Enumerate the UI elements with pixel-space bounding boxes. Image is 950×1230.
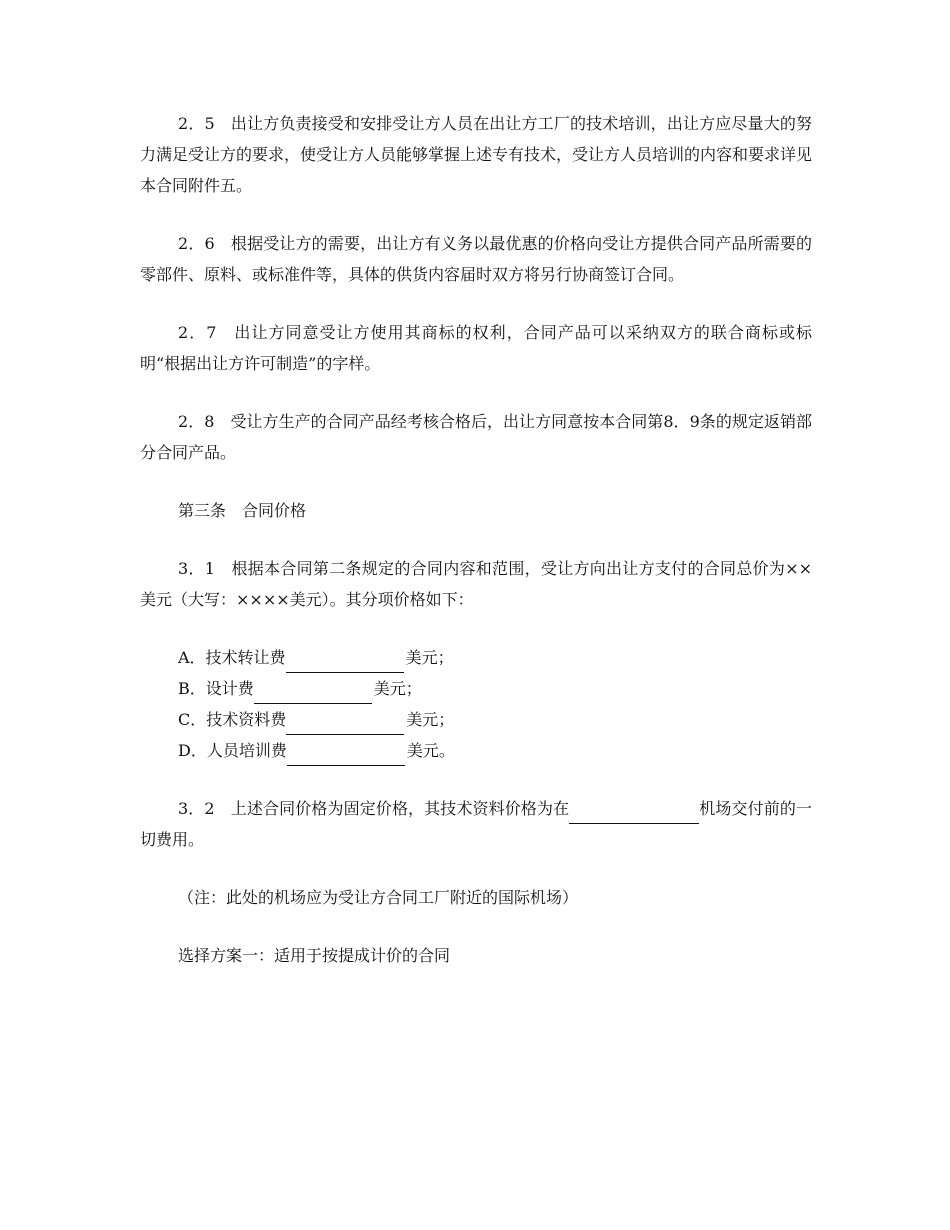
clause-2-5: 2．5 出让方负责接受和安排受让方人员在出让方工厂的技术培训，出让方应尽量大的努力满足受让方的要求，使受让方人员能够掌握上述专有技术，受让方人员培训的内容和要求详见本合同附件五。 <box>140 114 813 195</box>
price-item-design <box>140 673 812 704</box>
price-item-technical-documents <box>140 704 812 735</box>
price-item-unit: 美元； <box>373 679 422 698</box>
clause-3-2 <box>140 793 812 855</box>
blank-line <box>286 654 404 673</box>
blank-line <box>286 716 404 735</box>
clause-3-2-text-before: 3．2 上述合同价格为固定价格，其技术资料价格为在 <box>178 799 570 818</box>
price-item-unit: 美元； <box>405 648 454 667</box>
option-1-heading: 选择方案一：适用于按提成计价的合同 <box>178 946 451 965</box>
article-3-heading: 第三条 合同价格 <box>178 501 307 520</box>
clause-2-6: 2．6 根据受让方的需要，出让方有义务以最优惠的价格向受让方提供合同产品所需要的零部件、原料、或标准件等，具体的供货内容届时双方将另行协商签订合同。 <box>140 234 812 284</box>
document-page <box>140 108 812 998</box>
price-item-technology-transfer <box>140 642 812 673</box>
blank-line <box>569 805 699 824</box>
price-item-personnel-training <box>140 735 812 766</box>
clause-2-8: 2．8 受让方生产的合同产品经考核合格后，出让方同意按本合同第8．9条的规定返销部分合同产品。 <box>140 412 812 462</box>
price-breakdown-list <box>140 642 812 766</box>
blank-line <box>287 747 405 766</box>
clause-3-1: 3．1 根据本合同第二条规定的合同内容和范围，受让方向出让方支付的合同总价为××美元（大写：××××美元）。其分项价格如下： <box>140 559 812 609</box>
price-item-unit: 美元； <box>406 710 455 729</box>
airport-note: （注：此处的机场应为受让方合同工厂附近的国际机场） <box>178 888 579 907</box>
clause-3-2-text-after: 机场交付前的一切费用。 <box>140 799 812 849</box>
blank-line <box>254 685 372 704</box>
price-item-label: B．设计费 <box>178 679 254 698</box>
clause-2-7: 2．7 出让方同意受让方使用其商标的权利，合同产品可以采纳双方的联合商标或标明“根据出让方许可制造”的字样。 <box>140 323 812 373</box>
price-item-label: C．技术资料费 <box>178 710 287 729</box>
price-item-label: D．人员培训费 <box>178 741 287 760</box>
price-item-unit: 美元。 <box>406 741 455 760</box>
price-item-label: A．技术转让费 <box>178 648 286 667</box>
